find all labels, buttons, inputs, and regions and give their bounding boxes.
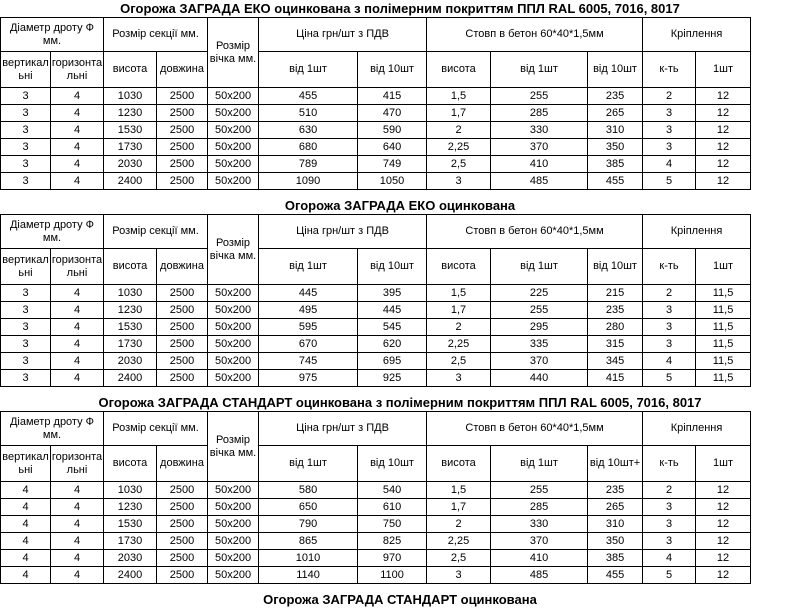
header-vertical: вертикальні <box>1 249 51 285</box>
header-section-size: Розмір секції мм. <box>104 18 208 52</box>
mesh-size-cell: 50x200 <box>208 567 259 584</box>
header-wire-diameter: Діаметр дроту Ф мм. <box>1 18 104 52</box>
price-from-10-cell: 695 <box>358 353 427 370</box>
mesh-size-cell: 50x200 <box>208 336 259 353</box>
post-price-from-1-cell: 370 <box>491 139 588 156</box>
table-row <box>1 285 751 302</box>
section-height-cell: 2030 <box>104 353 157 370</box>
header-post-concrete: Стовп в бетон 60*40*1,5мм <box>427 18 643 52</box>
section-length-cell: 2500 <box>157 482 208 499</box>
fastening-price-cell: 12 <box>696 550 751 567</box>
wire-vertical-cell: 3 <box>1 336 51 353</box>
wire-horizontal-cell: 4 <box>51 482 104 499</box>
price-from-10-cell: 925 <box>358 370 427 387</box>
post-price-from-1-cell: 285 <box>491 499 588 516</box>
wire-horizontal-cell: 4 <box>51 105 104 122</box>
mesh-size-cell: 50x200 <box>208 88 259 105</box>
mesh-size-cell: 50x200 <box>208 285 259 302</box>
price-from-10-cell: 470 <box>358 105 427 122</box>
wire-horizontal-cell: 4 <box>51 302 104 319</box>
header-price-from-1: від 1шт <box>259 446 358 482</box>
wire-vertical-cell: 4 <box>1 516 51 533</box>
post-price-from-10-cell: 235 <box>588 88 643 105</box>
table-row <box>1 139 751 156</box>
fastening-price-cell: 12 <box>696 173 751 190</box>
section-length-cell: 2500 <box>157 139 208 156</box>
table-row <box>1 353 751 370</box>
price-from-10-cell: 1050 <box>358 173 427 190</box>
wire-vertical-cell: 3 <box>1 353 51 370</box>
header-horizontal: горизонтальні <box>51 446 104 482</box>
table-row <box>1 516 751 533</box>
section-height-cell: 1530 <box>104 516 157 533</box>
price-table <box>0 411 751 584</box>
wire-vertical-cell: 3 <box>1 370 51 387</box>
subheader-row <box>1 249 751 285</box>
price-from-1-cell: 495 <box>259 302 358 319</box>
fastening-qty-cell: 2 <box>643 482 696 499</box>
wire-horizontal-cell: 4 <box>51 516 104 533</box>
post-height-cell: 1,5 <box>427 285 491 302</box>
mesh-size-cell: 50x200 <box>208 156 259 173</box>
wire-vertical-cell: 4 <box>1 533 51 550</box>
wire-horizontal-cell: 4 <box>51 285 104 302</box>
post-price-from-1-cell: 330 <box>491 122 588 139</box>
header-row <box>1 215 751 249</box>
price-from-1-cell: 595 <box>259 319 358 336</box>
post-height-cell: 3 <box>427 370 491 387</box>
wire-vertical-cell: 3 <box>1 302 51 319</box>
subheader-row <box>1 446 751 482</box>
header-mesh-size: Розмір вічка мм. <box>208 412 259 482</box>
post-price-from-10-cell: 350 <box>588 533 643 550</box>
price-table <box>0 17 751 190</box>
post-height-cell: 2,5 <box>427 353 491 370</box>
fastening-qty-cell: 3 <box>643 533 696 550</box>
mesh-size-cell: 50x200 <box>208 482 259 499</box>
post-height-cell: 2 <box>427 319 491 336</box>
price-from-1-cell: 865 <box>259 533 358 550</box>
header-section-size: Розмір секції мм. <box>104 215 208 249</box>
wire-horizontal-cell: 4 <box>51 533 104 550</box>
price-from-10-cell: 825 <box>358 533 427 550</box>
post-height-cell: 1,5 <box>427 88 491 105</box>
table-row <box>1 533 751 550</box>
header-post-height: висота <box>427 446 491 482</box>
header-price-from-1: від 1шт <box>259 52 358 88</box>
fastening-qty-cell: 2 <box>643 88 696 105</box>
price-from-1-cell: 445 <box>259 285 358 302</box>
mesh-size-cell: 50x200 <box>208 302 259 319</box>
price-from-10-cell: 750 <box>358 516 427 533</box>
price-from-10-cell: 610 <box>358 499 427 516</box>
post-height-cell: 3 <box>427 173 491 190</box>
section-height-cell: 1730 <box>104 139 157 156</box>
price-from-1-cell: 455 <box>259 88 358 105</box>
fastening-qty-cell: 4 <box>643 550 696 567</box>
header-row <box>1 412 751 446</box>
section-length-cell: 2500 <box>157 156 208 173</box>
price-from-1-cell: 975 <box>259 370 358 387</box>
wire-vertical-cell: 4 <box>1 550 51 567</box>
header-post-from-1: від 1шт <box>491 446 588 482</box>
wire-vertical-cell: 3 <box>1 139 51 156</box>
fastening-price-cell: 12 <box>696 482 751 499</box>
fastening-qty-cell: 2 <box>643 285 696 302</box>
post-price-from-10-cell: 310 <box>588 122 643 139</box>
header-horizontal: горизонтальні <box>51 52 104 88</box>
header-price: Ціна грн/шт з ПДВ <box>259 18 427 52</box>
post-height-cell: 2,25 <box>427 139 491 156</box>
price-from-10-cell: 540 <box>358 482 427 499</box>
post-price-from-10-cell: 310 <box>588 516 643 533</box>
post-price-from-1-cell: 295 <box>491 319 588 336</box>
wire-vertical-cell: 3 <box>1 173 51 190</box>
fastening-qty-cell: 3 <box>643 336 696 353</box>
fastening-price-cell: 12 <box>696 567 751 584</box>
section-height-cell: 1030 <box>104 88 157 105</box>
post-price-from-10-cell: 235 <box>588 482 643 499</box>
table-row <box>1 88 751 105</box>
price-from-10-cell: 590 <box>358 122 427 139</box>
price-from-10-cell: 970 <box>358 550 427 567</box>
post-price-from-1-cell: 370 <box>491 353 588 370</box>
mesh-size-cell: 50x200 <box>208 319 259 336</box>
section-height-cell: 2400 <box>104 370 157 387</box>
header-wire-diameter: Діаметр дроту Ф мм. <box>1 412 104 446</box>
post-price-from-10-cell: 455 <box>588 567 643 584</box>
post-height-cell: 1,7 <box>427 105 491 122</box>
fastening-price-cell: 11,5 <box>696 302 751 319</box>
price-from-10-cell: 620 <box>358 336 427 353</box>
header-post-concrete: Стовп в бетон 60*40*1,5мм <box>427 215 643 249</box>
header-fastening: Кріплення <box>643 18 751 52</box>
wire-horizontal-cell: 4 <box>51 156 104 173</box>
header-horizontal: горизонтальні <box>51 249 104 285</box>
price-from-1-cell: 510 <box>259 105 358 122</box>
price-from-10-cell: 395 <box>358 285 427 302</box>
header-length: довжина <box>157 52 208 88</box>
post-price-from-10-cell: 345 <box>588 353 643 370</box>
post-price-from-10-cell: 385 <box>588 156 643 173</box>
mesh-size-cell: 50x200 <box>208 122 259 139</box>
post-price-from-1-cell: 255 <box>491 482 588 499</box>
section-length-cell: 2500 <box>157 550 208 567</box>
section-height-cell: 1730 <box>104 533 157 550</box>
price-from-1-cell: 745 <box>259 353 358 370</box>
header-row <box>1 18 751 52</box>
subheader-row <box>1 52 751 88</box>
fastening-price-cell: 11,5 <box>696 319 751 336</box>
table-row <box>1 173 751 190</box>
price-from-1-cell: 650 <box>259 499 358 516</box>
price-from-1-cell: 790 <box>259 516 358 533</box>
post-height-cell: 1,7 <box>427 302 491 319</box>
section-title: Огорожа ЗАГРАДА СТАНДАРТ оцинкована <box>263 592 537 607</box>
table-row <box>1 302 751 319</box>
fastening-qty-cell: 4 <box>643 353 696 370</box>
section-title: Огорожа ЗАГРАДА ЕКО оцинкована <box>284 198 516 213</box>
section-height-cell: 1530 <box>104 319 157 336</box>
post-height-cell: 2,5 <box>427 156 491 173</box>
mesh-size-cell: 50x200 <box>208 550 259 567</box>
section-length-cell: 2500 <box>157 173 208 190</box>
header-post-height: висота <box>427 249 491 285</box>
header-mesh-size: Розмір вічка мм. <box>208 215 259 285</box>
price-from-10-cell: 640 <box>358 139 427 156</box>
fastening-price-cell: 11,5 <box>696 336 751 353</box>
section-length-cell: 2500 <box>157 533 208 550</box>
header-fastening: Кріплення <box>643 215 751 249</box>
section-height-cell: 1230 <box>104 302 157 319</box>
post-price-from-10-cell: 455 <box>588 173 643 190</box>
header-vertical: вертикальні <box>1 446 51 482</box>
table-row <box>1 122 751 139</box>
section-length-cell: 2500 <box>157 88 208 105</box>
header-post-from-1: від 1шт <box>491 249 588 285</box>
post-price-from-10-cell: 385 <box>588 550 643 567</box>
post-price-from-1-cell: 370 <box>491 533 588 550</box>
post-price-from-10-cell: 350 <box>588 139 643 156</box>
header-post-concrete: Стовп в бетон 60*40*1,5мм <box>427 412 643 446</box>
fastening-price-cell: 12 <box>696 105 751 122</box>
fastening-price-cell: 12 <box>696 156 751 173</box>
post-price-from-1-cell: 225 <box>491 285 588 302</box>
post-price-from-1-cell: 485 <box>491 567 588 584</box>
post-height-cell: 2 <box>427 516 491 533</box>
section-length-cell: 2500 <box>157 105 208 122</box>
post-price-from-1-cell: 330 <box>491 516 588 533</box>
header-height: висота <box>104 446 157 482</box>
section-height-cell: 1530 <box>104 122 157 139</box>
mesh-size-cell: 50x200 <box>208 516 259 533</box>
table-row <box>1 105 751 122</box>
price-from-1-cell: 1140 <box>259 567 358 584</box>
header-price: Ціна грн/шт з ПДВ <box>259 215 427 249</box>
wire-vertical-cell: 3 <box>1 285 51 302</box>
header-qty: к-ть <box>643 249 696 285</box>
price-from-10-cell: 545 <box>358 319 427 336</box>
price-from-1-cell: 670 <box>259 336 358 353</box>
wire-horizontal-cell: 4 <box>51 353 104 370</box>
wire-vertical-cell: 3 <box>1 319 51 336</box>
header-price-from-1: від 1шт <box>259 249 358 285</box>
header-price-from-10: від 10шт <box>358 446 427 482</box>
post-price-from-10-cell: 415 <box>588 370 643 387</box>
header-qty: к-ть <box>643 446 696 482</box>
table-row <box>1 567 751 584</box>
wire-horizontal-cell: 4 <box>51 122 104 139</box>
mesh-size-cell: 50x200 <box>208 105 259 122</box>
fastening-qty-cell: 3 <box>643 302 696 319</box>
post-price-from-1-cell: 410 <box>491 550 588 567</box>
fastening-price-cell: 11,5 <box>696 353 751 370</box>
header-per-1: 1шт <box>696 446 751 482</box>
price-from-1-cell: 630 <box>259 122 358 139</box>
wire-vertical-cell: 3 <box>1 122 51 139</box>
post-price-from-1-cell: 285 <box>491 105 588 122</box>
section-length-cell: 2500 <box>157 285 208 302</box>
fastening-qty-cell: 3 <box>643 319 696 336</box>
section-height-cell: 2400 <box>104 567 157 584</box>
mesh-size-cell: 50x200 <box>208 173 259 190</box>
fastening-qty-cell: 3 <box>643 139 696 156</box>
fastening-qty-cell: 5 <box>643 370 696 387</box>
wire-horizontal-cell: 4 <box>51 370 104 387</box>
wire-vertical-cell: 4 <box>1 499 51 516</box>
fastening-price-cell: 12 <box>696 533 751 550</box>
fastening-qty-cell: 3 <box>643 122 696 139</box>
fastening-qty-cell: 4 <box>643 156 696 173</box>
section-height-cell: 1030 <box>104 285 157 302</box>
header-price: Ціна грн/шт з ПДВ <box>259 412 427 446</box>
post-height-cell: 1,5 <box>427 482 491 499</box>
fastening-price-cell: 11,5 <box>696 285 751 302</box>
post-price-from-10-cell: 315 <box>588 336 643 353</box>
header-price-from-10: від 10шт <box>358 249 427 285</box>
section-length-cell: 2500 <box>157 516 208 533</box>
post-price-from-1-cell: 255 <box>491 302 588 319</box>
post-price-from-10-cell: 265 <box>588 105 643 122</box>
price-from-10-cell: 1100 <box>358 567 427 584</box>
header-section-size: Розмір секції мм. <box>104 412 208 446</box>
section-length-cell: 2500 <box>157 353 208 370</box>
table-row <box>1 370 751 387</box>
post-price-from-1-cell: 440 <box>491 370 588 387</box>
price-from-1-cell: 789 <box>259 156 358 173</box>
mesh-size-cell: 50x200 <box>208 353 259 370</box>
price-from-1-cell: 680 <box>259 139 358 156</box>
wire-horizontal-cell: 4 <box>51 336 104 353</box>
fastening-qty-cell: 3 <box>643 516 696 533</box>
wire-horizontal-cell: 4 <box>51 139 104 156</box>
wire-vertical-cell: 4 <box>1 567 51 584</box>
header-length: довжина <box>157 249 208 285</box>
section-length-cell: 2500 <box>157 122 208 139</box>
post-price-from-10-cell: 265 <box>588 499 643 516</box>
header-post-from-10: від 10шт <box>588 249 643 285</box>
table-row <box>1 550 751 567</box>
fastening-price-cell: 12 <box>696 88 751 105</box>
post-height-cell: 2,5 <box>427 550 491 567</box>
post-price-from-1-cell: 485 <box>491 173 588 190</box>
header-fastening: Кріплення <box>643 412 751 446</box>
wire-horizontal-cell: 4 <box>51 550 104 567</box>
wire-vertical-cell: 3 <box>1 156 51 173</box>
wire-horizontal-cell: 4 <box>51 173 104 190</box>
wire-horizontal-cell: 4 <box>51 88 104 105</box>
fastening-qty-cell: 3 <box>643 499 696 516</box>
section-height-cell: 1030 <box>104 482 157 499</box>
section-length-cell: 2500 <box>157 336 208 353</box>
post-height-cell: 2,25 <box>427 336 491 353</box>
header-height: висота <box>104 52 157 88</box>
header-price-from-10: від 10шт <box>358 52 427 88</box>
section-height-cell: 1730 <box>104 336 157 353</box>
section-height-cell: 2030 <box>104 156 157 173</box>
section-title: Огорожа ЗАГРАДА СТАНДАРТ оцинкована з полімерним покриттям ППЛ RAL 6005, 7016, 8017 <box>98 395 702 410</box>
post-height-cell: 3 <box>427 567 491 584</box>
post-price-from-10-cell: 235 <box>588 302 643 319</box>
table-row <box>1 482 751 499</box>
wire-vertical-cell: 4 <box>1 482 51 499</box>
header-length: довжина <box>157 446 208 482</box>
post-height-cell: 2 <box>427 122 491 139</box>
price-from-1-cell: 1090 <box>259 173 358 190</box>
table-row <box>1 336 751 353</box>
post-price-from-1-cell: 410 <box>491 156 588 173</box>
header-post-height: висота <box>427 52 491 88</box>
post-price-from-10-cell: 280 <box>588 319 643 336</box>
price-from-10-cell: 415 <box>358 88 427 105</box>
section-height-cell: 1230 <box>104 499 157 516</box>
header-wire-diameter: Діаметр дроту Ф мм. <box>1 215 104 249</box>
post-height-cell: 2,25 <box>427 533 491 550</box>
post-price-from-10-cell: 215 <box>588 285 643 302</box>
wire-horizontal-cell: 4 <box>51 319 104 336</box>
header-vertical: вертикальні <box>1 52 51 88</box>
fastening-price-cell: 12 <box>696 139 751 156</box>
section-length-cell: 2500 <box>157 370 208 387</box>
wire-vertical-cell: 3 <box>1 105 51 122</box>
price-from-10-cell: 445 <box>358 302 427 319</box>
fastening-qty-cell: 5 <box>643 567 696 584</box>
header-height: висота <box>104 249 157 285</box>
fastening-price-cell: 12 <box>696 499 751 516</box>
wire-vertical-cell: 3 <box>1 88 51 105</box>
header-mesh-size: Розмір вічка мм. <box>208 18 259 88</box>
header-per-1: 1шт <box>696 249 751 285</box>
section-title: Огорожа ЗАГРАДА ЕКО оцинкована з полімерним покриттям ППЛ RAL 6005, 7016, 8017 <box>120 1 680 16</box>
table-row <box>1 156 751 173</box>
fastening-qty-cell: 3 <box>643 105 696 122</box>
fastening-price-cell: 11,5 <box>696 370 751 387</box>
price-table <box>0 214 751 387</box>
wire-horizontal-cell: 4 <box>51 499 104 516</box>
fastening-price-cell: 12 <box>696 516 751 533</box>
post-price-from-1-cell: 255 <box>491 88 588 105</box>
table-row <box>1 319 751 336</box>
mesh-size-cell: 50x200 <box>208 533 259 550</box>
price-from-10-cell: 749 <box>358 156 427 173</box>
mesh-size-cell: 50x200 <box>208 499 259 516</box>
section-height-cell: 1230 <box>104 105 157 122</box>
section-height-cell: 2400 <box>104 173 157 190</box>
table-row <box>1 499 751 516</box>
section-length-cell: 2500 <box>157 302 208 319</box>
fastening-price-cell: 12 <box>696 122 751 139</box>
header-post-from-10: від 10шт+ <box>588 446 643 482</box>
header-post-from-10: від 10шт <box>588 52 643 88</box>
wire-horizontal-cell: 4 <box>51 567 104 584</box>
price-from-1-cell: 1010 <box>259 550 358 567</box>
post-height-cell: 1,7 <box>427 499 491 516</box>
header-per-1: 1шт <box>696 52 751 88</box>
price-from-1-cell: 580 <box>259 482 358 499</box>
fastening-qty-cell: 5 <box>643 173 696 190</box>
section-height-cell: 2030 <box>104 550 157 567</box>
header-qty: к-ть <box>643 52 696 88</box>
section-length-cell: 2500 <box>157 499 208 516</box>
header-post-from-1: від 1шт <box>491 52 588 88</box>
post-price-from-1-cell: 335 <box>491 336 588 353</box>
section-length-cell: 2500 <box>157 567 208 584</box>
mesh-size-cell: 50x200 <box>208 139 259 156</box>
section-length-cell: 2500 <box>157 319 208 336</box>
mesh-size-cell: 50x200 <box>208 370 259 387</box>
